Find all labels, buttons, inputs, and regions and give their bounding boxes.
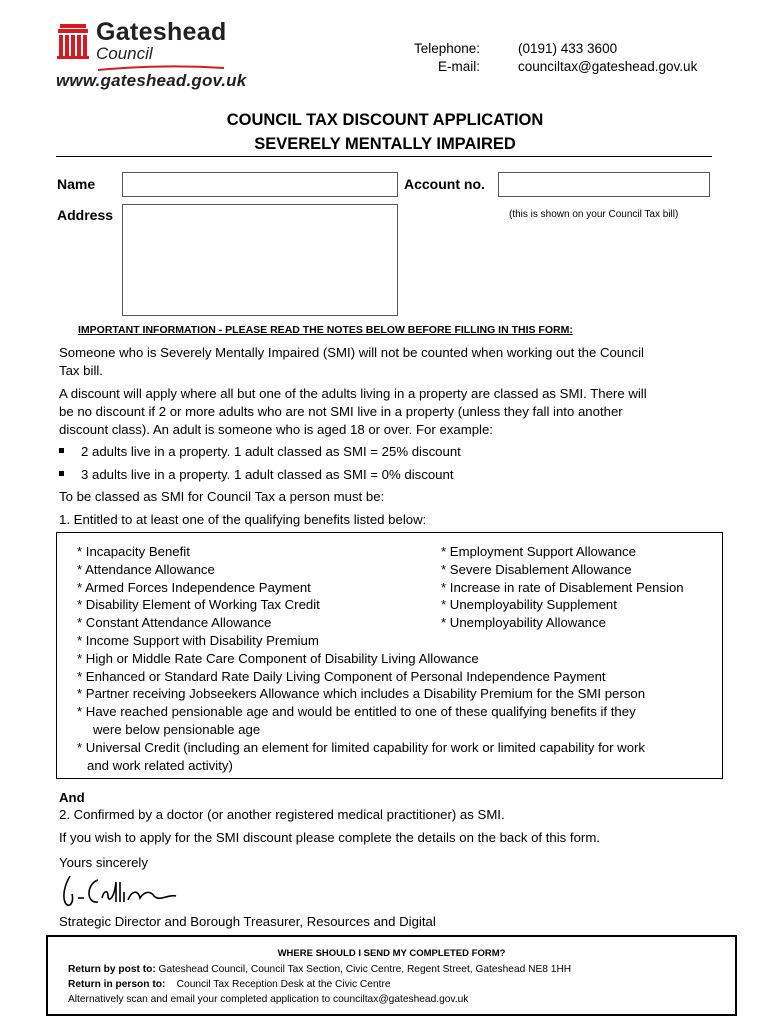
benefit-item: * Incapacity Benefit — [77, 544, 190, 559]
example-bullet — [59, 443, 699, 461]
address-label: Address — [57, 207, 114, 223]
form-subtitle: SEVERELY MENTALLY IMPAIRED — [254, 135, 516, 153]
benefit-item: * Partner receiving Jobseekers Allowance which includes a Disability Premium for the SMI person — [77, 686, 646, 702]
benefit-item: * Universal Credit (including an element for limited capability for work or limited capability for work — [77, 739, 646, 755]
account-label: Account no. — [404, 176, 485, 192]
important-heading: IMPORTANT INFORMATION - PLEASE READ THE NOTES BELOW BEFORE FILLING IN THIS FORM: — [78, 324, 573, 336]
post-address: Gateshead Council, Council Tax Section, Civic Centre, Regent Street, Gateshead NE8 1HH — [155, 964, 572, 975]
benefit-item: * Enhanced or Standard Rate Daily Living Component of Personal Independence Payment — [77, 668, 606, 684]
benefit-item: * Increase in rate of Disablement Pension — [441, 579, 684, 595]
return-instructions-box — [46, 935, 737, 1016]
person-label: Return in person to: — [68, 979, 166, 990]
benefit-item: * Employment Support Allowance — [441, 544, 636, 559]
benefit-item: * Have reached pensionable age and would be entitled to one of these qualifying benefits if they — [77, 704, 636, 720]
email-return: Alternatively scan and email your completed application to counciltax@gateshead.gov.uk — [68, 994, 469, 1005]
signature-image — [58, 872, 178, 912]
address-input[interactable] — [122, 204, 398, 316]
telephone-label: Telephone: — [413, 41, 480, 56]
criteria-one: 1. Entitled to at least one of the qualifying benefits listed below: — [59, 512, 427, 527]
benefit-item: * Severe Disablement Allowance — [441, 561, 632, 577]
title-divider — [56, 156, 712, 157]
criteria-intro: To be classed as SMI for Council Tax a person must be: — [59, 489, 385, 504]
criteria-two: 2. Confirmed by a doctor (or another registered medical practitioner) as SMI. — [59, 807, 505, 822]
benefit-item: * Unemployability Supplement — [441, 597, 617, 613]
and-heading: And — [59, 790, 85, 805]
benefit-item-continued: and work related activity) — [87, 757, 233, 773]
name-label: Name — [57, 176, 96, 192]
return-heading: WHERE SHOULD I SEND MY COMPLETED FORM? — [277, 948, 506, 959]
example-bullet-text: 3 adults live in a property. 1 adult classed as SMI = 0% discount — [81, 467, 454, 482]
bullet-icon — [59, 471, 64, 476]
logo-sub: Council — [96, 44, 153, 63]
email-label: E-mail: — [437, 59, 480, 74]
civic-building-icon — [56, 22, 90, 60]
logo-url: www.gateshead.gov.uk — [56, 71, 247, 90]
benefit-item-continued: were below pensionable age — [93, 722, 261, 737]
bullet-icon — [59, 448, 64, 453]
signatory-title: Strategic Director and Borough Treasurer, Resources and Digital — [59, 914, 436, 929]
logo-name: Gateshead — [96, 18, 227, 46]
benefit-item: * Disability Element of Working Tax Credit — [77, 597, 320, 613]
example-bullet-text: 2 adults live in a property. 1 adult classed as SMI = 25% discount — [81, 444, 461, 459]
benefit-item: * Constant Attendance Allowance — [77, 615, 272, 631]
benefit-item: * Attendance Allowance — [77, 561, 215, 577]
yours-sincerely: Yours sincerely — [59, 855, 148, 870]
name-input[interactable] — [122, 172, 398, 197]
account-note: (this is shown on your Council Tax bill) — [509, 209, 679, 220]
account-number-input[interactable] — [498, 172, 710, 197]
person-location: Council Tax Reception Desk at the Civic Centre — [165, 979, 391, 990]
intro-paragraph: Someone who is Severely Mentally Impaired (SMI) will not be counted when working out the Council Tax bill. — [59, 345, 644, 378]
apply-instruction: If you wish to apply for the SMI discount please complete the details on the back of this form. — [59, 830, 600, 845]
discount-paragraph: A discount will apply where all but one of the adults living in a property are classed as SMI. There will be no discount if 2 or more adults who are not SMI live in a property (unless they fall into another discount class). An adult is someone who is aged 18 or over. For example: — [59, 386, 647, 437]
form-title: COUNCIL TAX DISCOUNT APPLICATION — [226, 111, 544, 129]
return-by-post — [68, 964, 571, 975]
return-in-person — [68, 979, 391, 990]
benefit-item: * Armed Forces Independence Payment — [77, 579, 311, 595]
council-logo — [56, 18, 247, 94]
telephone-value: (0191) 433 3600 — [518, 41, 618, 56]
benefit-item: * High or Middle Rate Care Component of Disability Living Allowance — [77, 650, 479, 666]
email-value: counciltax@gateshead.gov.uk — [518, 59, 698, 74]
qualifying-benefits-box — [56, 532, 723, 779]
benefit-item: * Income Support with Disability Premium — [77, 633, 319, 648]
benefit-item: * Unemployability Allowance — [441, 615, 606, 631]
post-label: Return by post to: — [68, 964, 156, 975]
example-bullet — [59, 466, 699, 484]
